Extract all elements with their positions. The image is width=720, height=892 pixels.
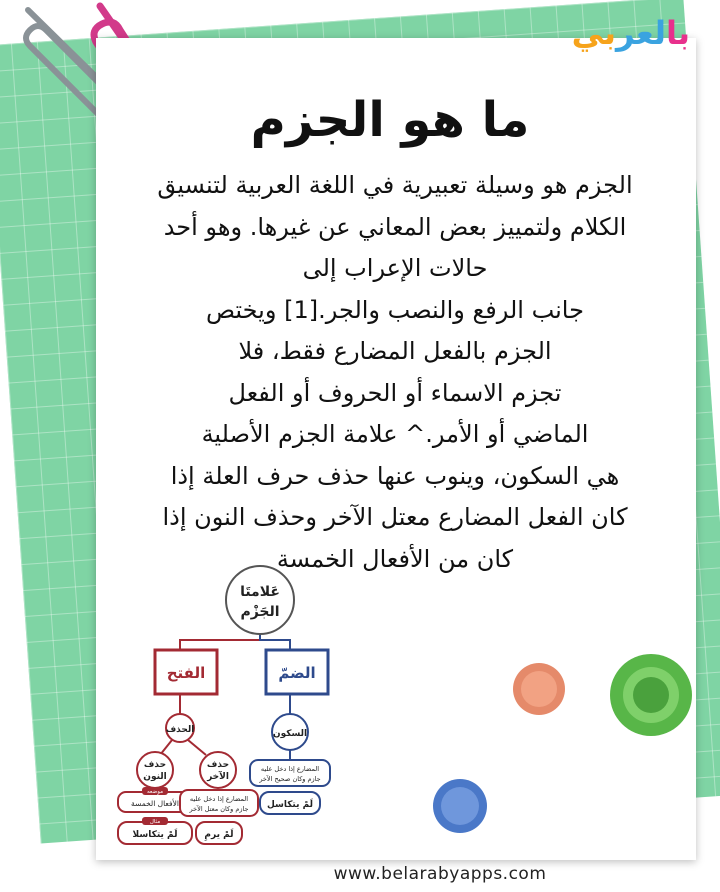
nun-place-text: الأفعال الخمسة	[131, 799, 179, 808]
akhir-example-text: لَمْ يرمِ	[204, 830, 234, 840]
hadhf-nun-label-2: النون	[143, 772, 167, 782]
root-node	[226, 566, 294, 634]
hadhf-akhir-label-2: الآخر	[207, 772, 229, 782]
logo-part-2: لعر	[615, 14, 666, 52]
hadhf-nun-node	[137, 752, 173, 788]
hadhf-label: الحذف	[165, 725, 195, 735]
mithal-tag-text: مثال	[149, 819, 161, 825]
sukun-place-text-2: جازم وكان صحيح الآخر	[259, 775, 321, 783]
orange-pushpin-icon	[512, 662, 566, 716]
nun-example-text: لَمْ يتكاسلا	[132, 830, 178, 840]
body-line: الجزم هو وسيلة تعبيرية في اللغة العربية لتنسيق	[157, 171, 633, 199]
blue-pushpin-icon	[432, 778, 488, 834]
footer-url[interactable]: www.belarabyapps.com	[333, 864, 547, 884]
body-line: حالات الإعراب إلى	[302, 254, 488, 282]
mawdi-tag-text: موضعه	[146, 789, 164, 795]
sukun-label: السكون	[272, 729, 308, 739]
logo-part-3: بي	[571, 14, 616, 52]
sukun-example-text: لَمْ يتكاسل	[266, 800, 314, 810]
green-pushpin-icon	[608, 652, 694, 738]
body-line: هي السكون، وينوب عنها حذف حرف العلة إذا	[170, 461, 620, 490]
belaraby-logo	[571, 8, 690, 58]
akhir-place-text-2: جازم وكان معتل الآخر	[189, 805, 249, 813]
page-title: ما هو الجزم	[250, 92, 530, 148]
fath-label: الفتح	[166, 664, 206, 682]
body-line: الكلام ولتمييز بعض المعاني عن غيرها. وهو أحد	[163, 212, 627, 241]
hadhf-akhir-node	[200, 752, 236, 788]
sukun-place-text-1: المضارع إذا دخل عليه	[260, 765, 320, 773]
jazm-signs-diagram	[100, 560, 400, 860]
body-line: الماضي أو الأمر.^ علامة الجزم الأصلية	[201, 420, 589, 448]
body-line: الجزم بالفعل المضارع فقط، فلا	[238, 337, 552, 365]
body-line: تجزم الاسماء أو الحروف أو الفعل	[228, 378, 562, 407]
hadhf-nun-label-1: حذف	[143, 760, 167, 770]
damm-label: الضمّ	[278, 664, 316, 682]
body-line: كان من الأفعال الخمسة	[276, 544, 514, 573]
body-line: كان الفعل المضارع معتل الآخر وحذف النون إذا	[162, 503, 628, 531]
akhir-place-text-1: المضارع إذا دخل عليه	[189, 795, 249, 803]
logo-part-1: با	[665, 14, 690, 52]
hadhf-akhir-label-1: حذف	[206, 760, 230, 770]
body-paragraph	[150, 165, 640, 580]
root-label-2: الجَزْم	[240, 604, 280, 620]
body-line: جانب الرفع والنصب والجر.[1] ويختص	[206, 295, 584, 324]
root-label-1: عَلامتَا	[240, 584, 280, 600]
